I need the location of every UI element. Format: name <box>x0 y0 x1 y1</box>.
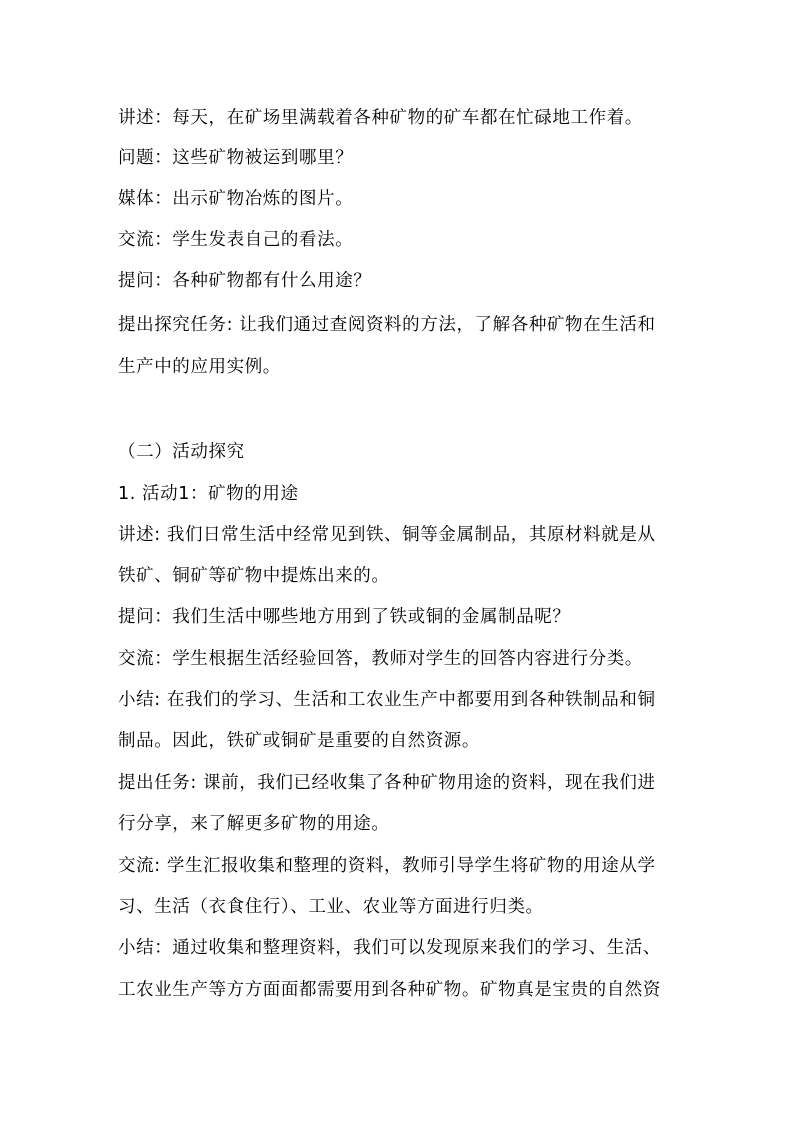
paragraph-discussion-line: 交流: 学生汇报收集和整理的资料，教师引导学生将矿物的用途从学 <box>118 856 656 876</box>
paragraph-narration-line: 讲述：每天，在矿场里满载着各种矿物的矿车都在忙碌地工作着。 <box>118 108 643 128</box>
paragraph-ask-line: 提问：各种矿物都有什么用途？ <box>118 271 372 291</box>
section-heading: （二）活动探究 <box>118 442 245 462</box>
paragraph-discussion-line-cont: 习、生活（衣食住行）、工业、农业等方面进行归类。 <box>118 897 544 917</box>
paragraph-task-line: 提出任务: 课前，我们已经收集了各种矿物用途的资料，现在我们进 <box>118 773 656 793</box>
activity-heading: 1. 活动1：矿物的用途 <box>118 484 299 504</box>
paragraph-question-line: 问题：这些矿物被运到哪里？ <box>118 148 354 168</box>
paragraph-task-line: 提出探究任务: 让我们通过查阅资料的方法，了解各种矿物在生活和 <box>118 315 656 335</box>
paragraph-media-line: 媒体：出示矿物冶炼的图片。 <box>118 189 354 209</box>
paragraph-summary-line: 小结：通过收集和整理资料，我们可以发现原来我们的学习、生活、 <box>118 938 661 958</box>
paragraph-task-line-cont: 生产中的应用实例。 <box>118 357 281 377</box>
paragraph-task-line-cont: 行分享，来了解更多矿物的用途。 <box>118 814 390 834</box>
paragraph-summary-line-cont: 工农业生产等方方面面都需要用到各种矿物。矿物真是宝贵的自然资 <box>118 980 661 1000</box>
paragraph-discussion-line: 交流：学生发表自己的看法。 <box>118 230 354 250</box>
paragraph-narration-line-cont: 铁矿、铜矿等矿物中提炼出来的。 <box>118 566 390 586</box>
paragraph-narration-line: 讲述: 我们日常生活中经常见到铁、铜等金属制品，其原材料就是从 <box>118 525 656 545</box>
paragraph-summary-line-cont: 制品。因此，铁矿或铜矿是重要的自然资源。 <box>118 731 480 751</box>
paragraph-summary-line: 小结: 在我们的学习、生活和工农业生产中都要用到各种铁制品和铜 <box>118 690 656 710</box>
paragraph-ask-line: 提问：我们生活中哪些地方用到了铁或铜的金属制品呢？ <box>118 607 571 627</box>
paragraph-discussion-line: 交流：学生根据生活经验回答，教师对学生的回答内容进行分类。 <box>118 649 643 669</box>
